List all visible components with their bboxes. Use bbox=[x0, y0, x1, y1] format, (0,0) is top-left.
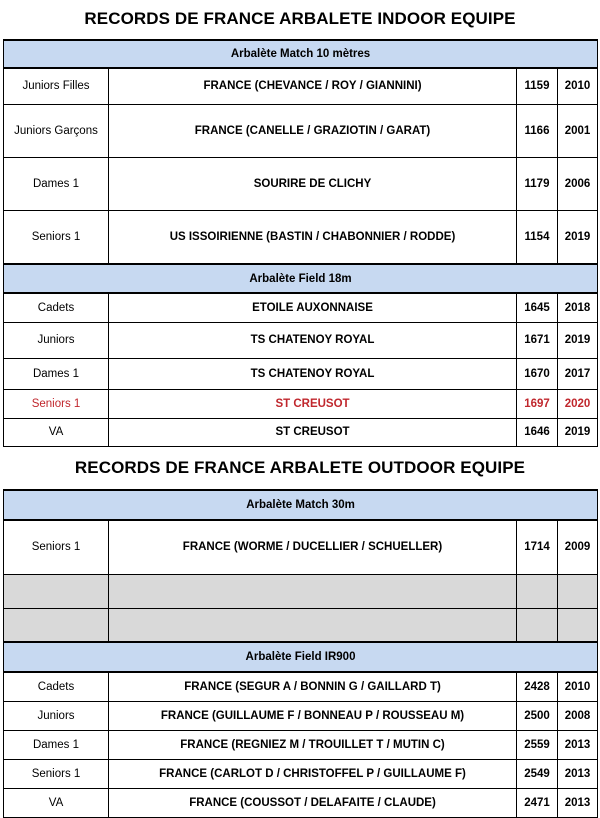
score-cell: 1154 bbox=[517, 210, 558, 264]
year-cell: 2019 bbox=[558, 418, 598, 446]
category-cell: Cadets bbox=[4, 672, 109, 701]
table-row bbox=[4, 701, 598, 730]
team-cell: SOURIRE DE CLICHY bbox=[109, 157, 517, 210]
category-cell: Seniors 1 bbox=[4, 389, 109, 418]
category-cell: Dames 1 bbox=[4, 730, 109, 759]
year-cell: 2019 bbox=[558, 210, 598, 264]
year-cell: 2009 bbox=[558, 520, 598, 574]
empty-cell bbox=[109, 574, 517, 608]
year-cell: 2010 bbox=[558, 68, 598, 104]
team-cell: ST CREUSOT bbox=[109, 389, 517, 418]
category-cell: Seniors 1 bbox=[4, 520, 109, 574]
score-cell: 1671 bbox=[517, 322, 558, 358]
score-cell: 1670 bbox=[517, 358, 558, 389]
team-cell: FRANCE (REGNIEZ M / TROUILLET T / MUTIN C) bbox=[109, 730, 517, 759]
team-cell: TS CHATENOY ROYAL bbox=[109, 358, 517, 389]
score-cell: 2428 bbox=[517, 672, 558, 701]
year-cell: 2020 bbox=[558, 389, 598, 418]
category-cell: VA bbox=[4, 418, 109, 446]
team-cell: ST CREUSOT bbox=[109, 418, 517, 446]
section-heading-label: Arbalète Match 30m bbox=[4, 490, 598, 520]
empty-cell bbox=[4, 574, 109, 608]
year-cell: 2013 bbox=[558, 759, 598, 788]
empty-cell bbox=[558, 608, 598, 642]
table-row bbox=[4, 788, 598, 817]
category-cell: Dames 1 bbox=[4, 157, 109, 210]
score-cell: 2500 bbox=[517, 701, 558, 730]
team-cell: FRANCE (CHEVANCE / ROY / GIANNINI) bbox=[109, 68, 517, 104]
table-row bbox=[4, 358, 598, 389]
indoor-records-table bbox=[3, 39, 598, 447]
table-row bbox=[4, 104, 598, 157]
table-row bbox=[4, 520, 598, 574]
score-cell: 2549 bbox=[517, 759, 558, 788]
table-row-highlighted bbox=[4, 389, 598, 418]
year-cell: 2006 bbox=[558, 157, 598, 210]
team-cell: US ISSOIRIENNE (BASTIN / CHABONNIER / RODDE) bbox=[109, 210, 517, 264]
empty-cell bbox=[517, 574, 558, 608]
table-row bbox=[4, 322, 598, 358]
score-cell: 2471 bbox=[517, 788, 558, 817]
category-cell: Juniors bbox=[4, 322, 109, 358]
table-row bbox=[4, 68, 598, 104]
empty-row bbox=[4, 608, 598, 642]
score-cell: 1714 bbox=[517, 520, 558, 574]
section-heading bbox=[4, 490, 598, 520]
empty-cell bbox=[517, 608, 558, 642]
outdoor-title: RECORDS DE FRANCE ARBALETE OUTDOOR EQUIPE bbox=[74, 458, 526, 477]
score-cell: 1159 bbox=[517, 68, 558, 104]
empty-cell bbox=[109, 608, 517, 642]
score-cell: 1645 bbox=[517, 293, 558, 322]
year-cell: 2013 bbox=[558, 788, 598, 817]
table-row bbox=[4, 759, 598, 788]
table-row bbox=[4, 730, 598, 759]
empty-cell bbox=[4, 608, 109, 642]
team-cell: TS CHATENOY ROYAL bbox=[109, 322, 517, 358]
team-cell: ETOILE AUXONNAISE bbox=[109, 293, 517, 322]
section-heading-label: Arbalète Field IR900 bbox=[4, 642, 598, 672]
section-heading bbox=[4, 642, 598, 672]
score-cell: 1646 bbox=[517, 418, 558, 446]
empty-cell bbox=[558, 574, 598, 608]
outdoor-records-table bbox=[3, 489, 598, 818]
team-cell: FRANCE (CANELLE / GRAZIOTIN / GARAT) bbox=[109, 104, 517, 157]
section-heading bbox=[4, 40, 598, 68]
team-cell: FRANCE (SEGUR A / BONNIN G / GAILLARD T) bbox=[109, 672, 517, 701]
team-cell: FRANCE (CARLOT D / CHRISTOFFEL P / GUILLAUME F) bbox=[109, 759, 517, 788]
table-row bbox=[4, 418, 598, 446]
score-cell: 1179 bbox=[517, 157, 558, 210]
category-cell: Dames 1 bbox=[4, 358, 109, 389]
team-cell: FRANCE (COUSSOT / DELAFAITE / CLAUDE) bbox=[109, 788, 517, 817]
score-cell: 1166 bbox=[517, 104, 558, 157]
table-row bbox=[4, 210, 598, 264]
table-row bbox=[4, 293, 598, 322]
section-heading-label: Arbalète Match 10 mètres bbox=[4, 40, 598, 68]
empty-row bbox=[4, 574, 598, 608]
category-cell: Juniors bbox=[4, 701, 109, 730]
team-cell: FRANCE (GUILLAUME F / BONNEAU P / ROUSSEAU M) bbox=[109, 701, 517, 730]
score-cell: 2559 bbox=[517, 730, 558, 759]
indoor-title: RECORDS DE FRANCE ARBALETE INDOOR EQUIPE bbox=[84, 9, 516, 28]
category-cell: Juniors Garçons bbox=[4, 104, 109, 157]
year-cell: 2001 bbox=[558, 104, 598, 157]
table-row bbox=[4, 672, 598, 701]
team-cell: FRANCE (WORME / DUCELLIER / SCHUELLER) bbox=[109, 520, 517, 574]
year-cell: 2017 bbox=[558, 358, 598, 389]
year-cell: 2008 bbox=[558, 701, 598, 730]
year-cell: 2013 bbox=[558, 730, 598, 759]
table-row bbox=[4, 157, 598, 210]
category-cell: VA bbox=[4, 788, 109, 817]
category-cell: Seniors 1 bbox=[4, 210, 109, 264]
year-cell: 2010 bbox=[558, 672, 598, 701]
category-cell: Cadets bbox=[4, 293, 109, 322]
section-heading bbox=[4, 264, 598, 293]
year-cell: 2019 bbox=[558, 322, 598, 358]
score-cell: 1697 bbox=[517, 389, 558, 418]
category-cell: Seniors 1 bbox=[4, 759, 109, 788]
category-cell: Juniors Filles bbox=[4, 68, 109, 104]
section-heading-label: Arbalète Field 18m bbox=[4, 264, 598, 293]
year-cell: 2018 bbox=[558, 293, 598, 322]
